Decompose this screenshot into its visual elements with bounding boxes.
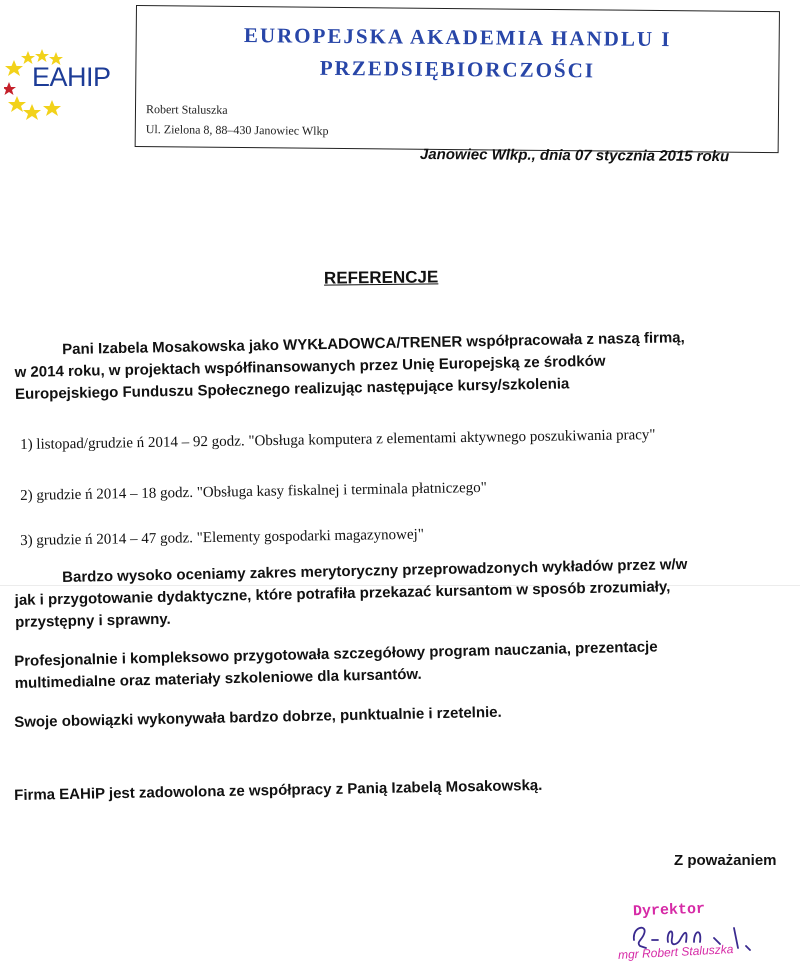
- course-item-1: 1) listopad/grudzie ń 2014 – 92 godz. "Obsługa komputera z elementami aktywnego poszukiwania pracy": [20, 427, 656, 453]
- contact-address: Ul. Zielona 8, 88–430 Janowiec Wlkp: [145, 122, 329, 138]
- eahip-logo: [4, 48, 130, 120]
- program-line-1: Profesjonalnie i kompleksowo przygotowała szczegółowy program nauczania, prezentacje: [14, 638, 658, 670]
- contact-name: Robert Staluszka: [145, 102, 228, 117]
- evaluation-line-3: przystępny i sprawny.: [14, 610, 171, 631]
- logo-text: EAHIP: [32, 62, 111, 92]
- satisfaction-paragraph: Firma EAHiP jest zadowolona ze współpracy z Panią Izabelą Mosakowską.: [14, 776, 543, 804]
- document-title: REFERENCJE: [323, 267, 439, 288]
- intro-line-1: Pani Izabela Mosakowska jako WYKŁADOWCA/TRENER współpracowała z naszą firmą,: [62, 329, 685, 359]
- intro-paragraph: [14, 325, 795, 406]
- closing-regards: Z poważaniem: [674, 852, 777, 869]
- place-date: Janowiec Wlkp., dnia 07 stycznia 2015 roku: [419, 146, 730, 166]
- duties-paragraph: Swoje obowiązki wykonywała bardzo dobrze, punktualnie i rzetelnie.: [14, 703, 502, 731]
- stamp-title: Dyrektor: [632, 900, 706, 921]
- stamp-name: mgr Robert Staluszka: [617, 941, 734, 963]
- evaluation-line-2: jak i przygotowanie dydaktyczne, które potrafiła przekazać kursantom w sposób zrozumiały,: [14, 578, 671, 609]
- letterhead-box: [135, 5, 780, 153]
- program-paragraph: [14, 633, 795, 695]
- evaluation-paragraph: [14, 552, 795, 634]
- evaluation-line-1: Bardzo wysoko oceniamy zakres merytoryczny przeprowadzonych wykładów przez w/w: [62, 555, 688, 586]
- intro-line-3: Europejskiego Funduszu Społecznego realizując następujące kursy/szkolenia: [14, 375, 570, 403]
- course-item-2: 2) grudzie ń 2014 – 18 godz. "Obsługa kasy fiskalnej i terminala płatniczego": [20, 479, 487, 504]
- course-item-3: 3) grudzie ń 2014 – 47 godz. "Elementy gospodarki magazynowej": [20, 526, 425, 549]
- intro-line-2: w 2014 roku, w projektach współfinansowanych przez Unię Europejską ze środków: [14, 352, 606, 381]
- org-name-line-1: EUROPEJSKA AKADEMIA HANDLU I: [243, 23, 672, 52]
- org-name-line-2: PRZEDSIĘBIORCZOŚCI: [319, 55, 596, 83]
- program-line-2: multimedialne oraz materiały szkoleniowe dla kursantów.: [14, 665, 422, 692]
